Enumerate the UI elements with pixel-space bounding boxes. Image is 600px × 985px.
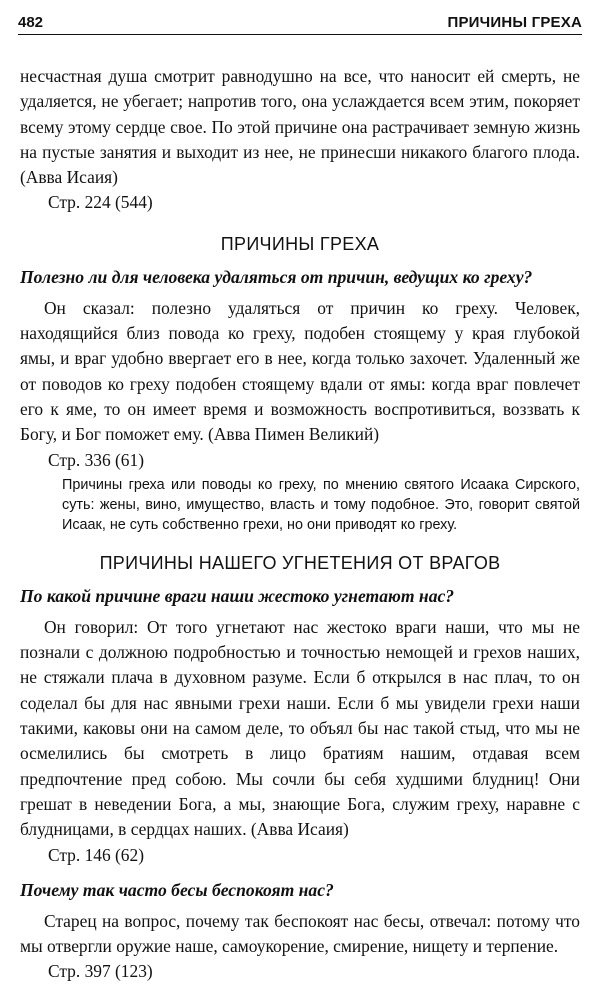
running-title: ПРИЧИНЫ ГРЕХА [447, 14, 582, 31]
page-number: 482 [18, 14, 44, 31]
reference-3: Стр. 397 (123) [48, 961, 153, 982]
question-2: По какой причине враги наши жестоко угнетают нас? [20, 585, 455, 606]
answer-2: Он говорил: От того угнетают нас жестоко враги наши, что мы не познали с должною подробностью и точностью немощей и грехов наших, не стяжали плача в духовном разуме. Если б открылся в нас плач, то он соделал бы для нас явными грехи наши. Если б мы увидели грехи наши такими, каковы они на самом деле, то объял бы нас такой стыд, что мы не осмелились бы смотреть в лицо братиям нашим, отдавая всем предпочтение пред собою. Мы сочли бы себя худшими блудниц! Они грешат в неведении Бога, а мы, знающие Бога, служим греху, наравне с блудницами, в сердцах наших. (Авва Исаия) [20, 616, 580, 840]
intro-paragraph: несчастная душа смотрит равнодушно на все, что наносит ей смерть, не удаляется, не убегает; напротив того, она услаждается всем этим, покоряет всему этому сердце свое. По этой причине она растрачивает земную жизнь на пустые занятия и выходит из нее, не принесши никакого благого плода. (Авва Исаия) [20, 66, 580, 188]
reference-2: Стр. 146 (62) [48, 844, 144, 865]
footnote-1: Причины греха или поводы ко греху, по мнению святого Исаака Сирского, суть: жены, вино, имущество, власть и тому подобное. Это, говорит святой Исаак, не суть собственно грехи, но они приводят ко греху. [62, 476, 580, 533]
section-heading-oppression-by-enemies: ПРИЧИНЫ НАШЕГО УГНЕТЕНИЯ ОТ ВРАГОВ [99, 552, 501, 573]
answer-1: Он сказал: полезно удаляться от причин ко греху. Человек, находящийся близ повода ко греху, подобен стоящему у края глубокой ямы, и враг удобно ввергает его в нее, когда только захочет. Удаленный же от поводов ко греху подобен стоящему вдали от ямы: когда враг повлечет его к яме, то он имеет время и возможность воспротивиться, воззвать к Богу, и Бог поможет ему. (Авва Пимен Великий) [20, 297, 580, 445]
question-3: Почему так часто бесы беспокоят нас? [20, 879, 334, 900]
page-body [20, 64, 580, 985]
section-heading-causes-of-sin: ПРИЧИНЫ ГРЕХА [220, 233, 380, 254]
question-1: Полезно ли для человека удаляться от причин, ведущих ко греху? [20, 266, 533, 287]
page-header [18, 8, 582, 35]
reference-1: Стр. 336 (61) [48, 449, 144, 470]
answer-3: Старец на вопрос, почему так беспокоят нас бесы, отвечал: потому что мы отвергли оружие наше, самоукорение, смирение, нищету и терпение. [20, 910, 580, 957]
intro-reference: Стр. 224 (544) [48, 192, 153, 213]
